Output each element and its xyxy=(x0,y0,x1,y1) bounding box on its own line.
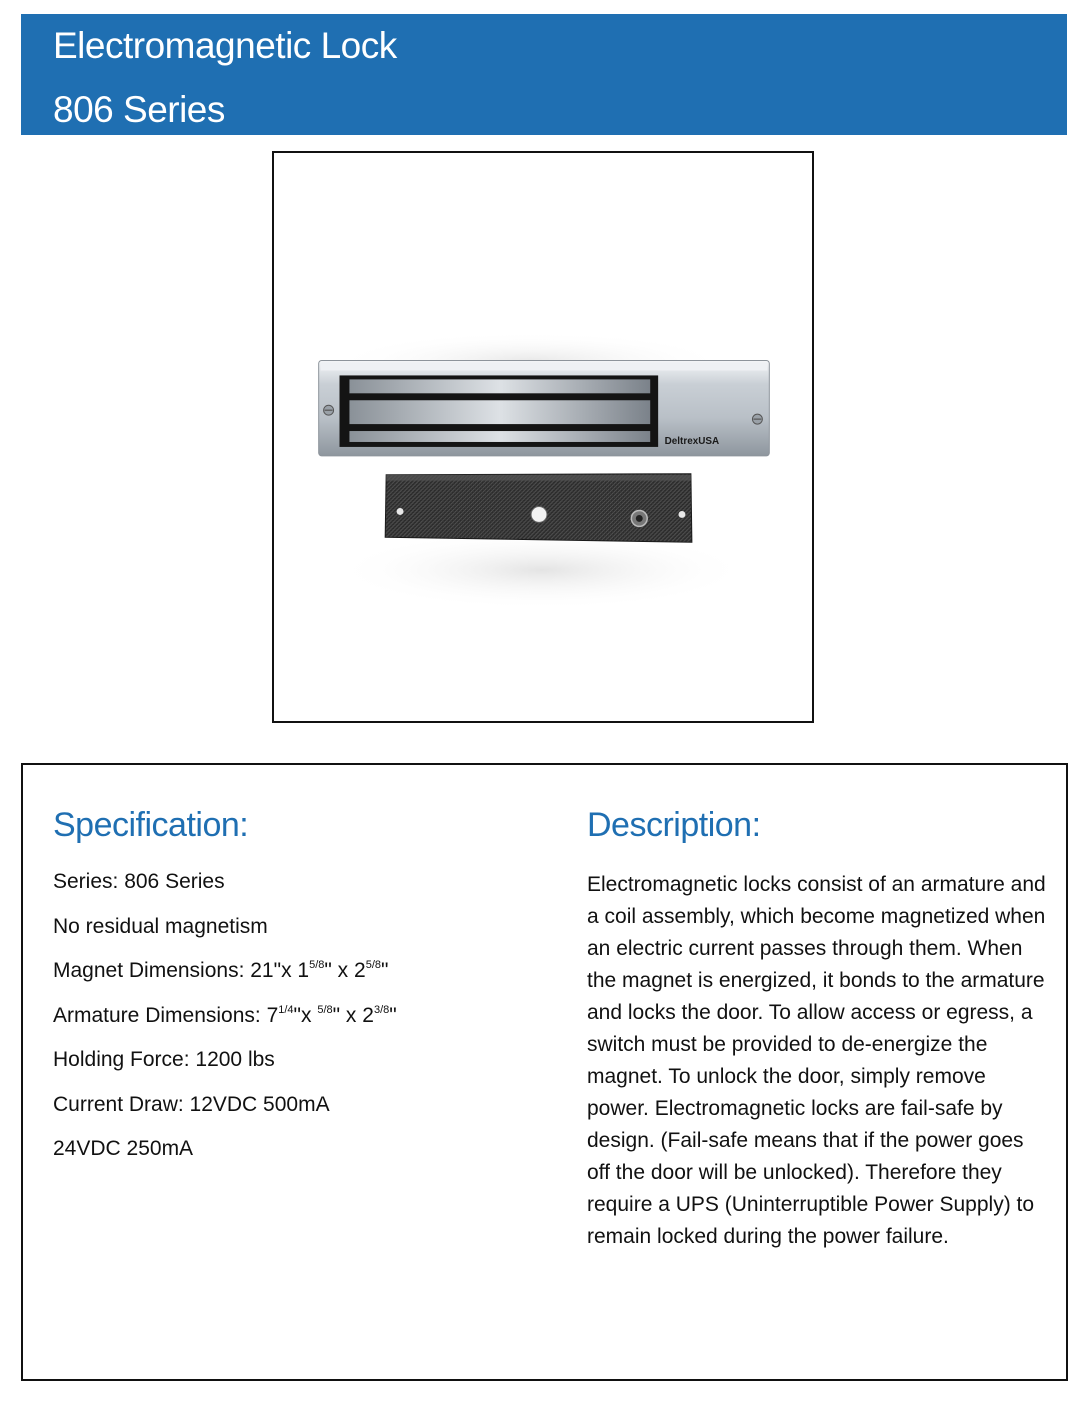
specification-list xyxy=(53,869,397,1181)
spec-series: Series: 806 Series xyxy=(53,870,225,893)
spec-magnet-dimensions: Magnet Dimensions: 21"x $1^{5/8}$" x $2^{5/8}$" xyxy=(53,959,389,982)
spec-current-draw: Current Draw: 12VDC 500mA xyxy=(53,1092,330,1116)
info-panel xyxy=(21,763,1068,1381)
product-photo xyxy=(274,153,812,721)
product-series-title: 806 Series xyxy=(53,89,225,130)
brand-label: DeltrexUSA xyxy=(664,435,720,447)
specification-heading: Specification: xyxy=(53,806,249,844)
spec-armature-dimensions: Armature Dimensions: $7^{1/4}"x$ $^{5/8}$" x $2^{3/8}$" xyxy=(53,1003,397,1027)
product-title: Electromagnetic Lock xyxy=(53,25,397,66)
title-banner xyxy=(21,14,1067,135)
spec-holding-force: Holding Force: 1200 lbs xyxy=(53,1048,275,1071)
description-body: Electromagnetic locks consist of an armature and a coil assembly, which become magnetized when an electric current passes through them. When the magnet is energized, it bonds to the armature and locks the door. To allow access or egress, a switch must be provided to de-energize the magnet. To unlock the door, simply remove power. Electromagnetic locks are fail-safe by design. (Fail-safe means that if the power goes off the door will be unlocked). Therefore they require a UPS (Uninterruptible Power Supply) to remain locked during the power failure. xyxy=(587,873,1046,1248)
description-heading: Description: xyxy=(587,806,761,844)
spec-residual: No residual magnetism xyxy=(53,914,268,938)
spec-current-draw-24v: 24VDC 250mA xyxy=(53,1137,194,1160)
product-photo-frame xyxy=(272,151,814,723)
